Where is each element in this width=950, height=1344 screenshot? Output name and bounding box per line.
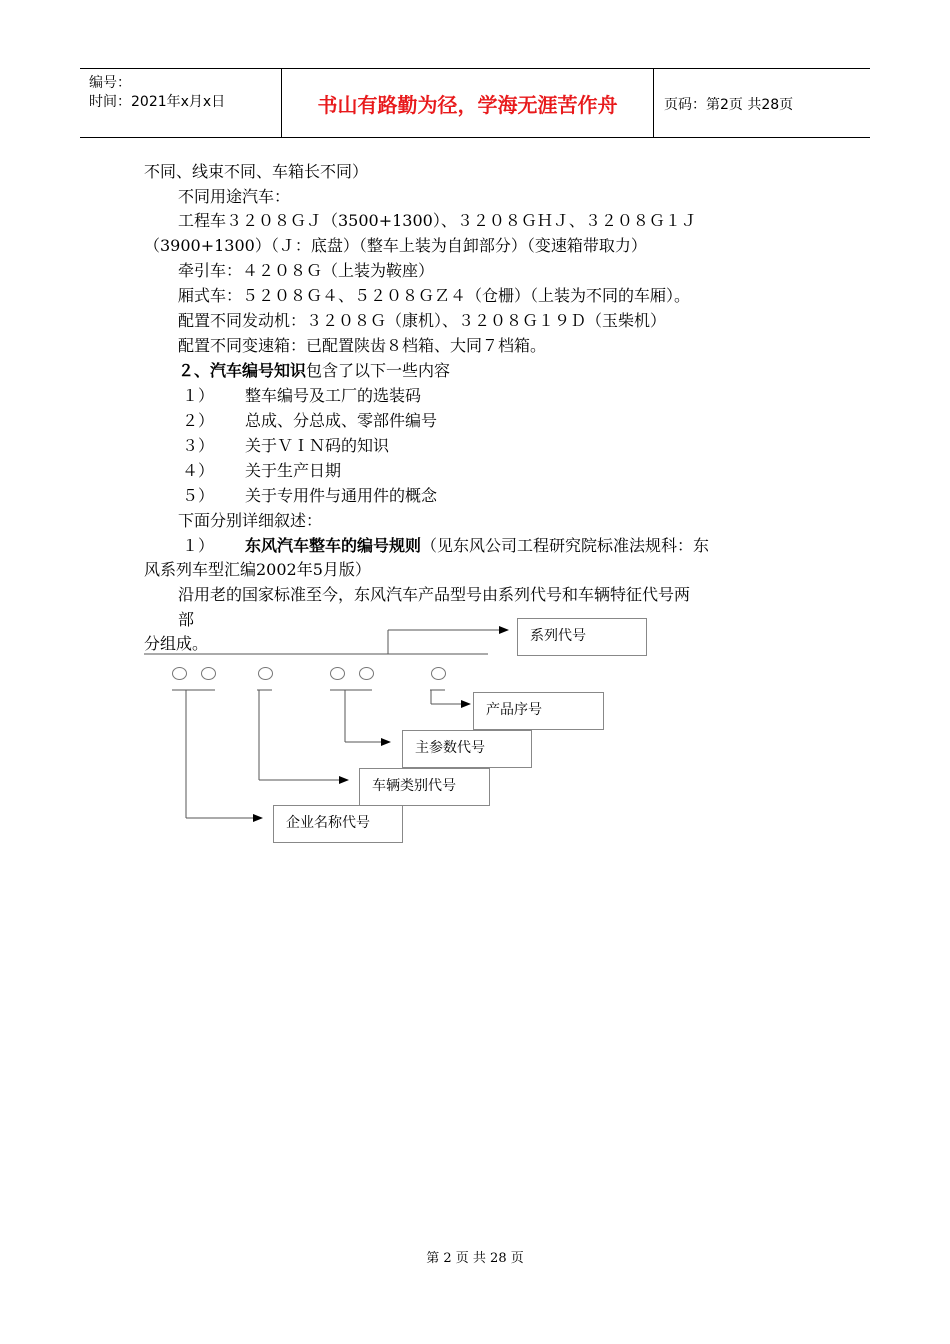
list-item-2-text: 总成、分总成、零部件编号 [245, 411, 438, 430]
subsection-num: １） [182, 536, 215, 555]
body-line-1: 不同、线束不同、车箱长不同） [144, 162, 369, 181]
body-line-15: 下面分别详细叙述： [178, 511, 323, 530]
vehicle-class-box: 车辆类别代号 [359, 768, 490, 806]
main-param-box: 主参数代号 [402, 730, 532, 768]
body-line-2: 不同用途汽车： [178, 187, 291, 206]
body-line-6: 厢式车：５２０８Ｇ４、５２０８ＧＺ４（仓栅）（上装为不同的车厢）。 [178, 286, 691, 305]
list-item-1-text: 整车编号及工厂的选装码 [245, 386, 422, 405]
header-page-info: 页码：第2页 共28页 [664, 97, 794, 113]
code-digit-circle [258, 667, 273, 680]
company-code-box: 企业名称代号 [273, 805, 403, 843]
code-digit-circle [359, 667, 374, 680]
section-heading-bold: ２、汽车编号知识 [178, 361, 307, 380]
body-line-19: 部 [178, 610, 195, 629]
series-code-box: 系列代号 [517, 618, 647, 656]
header-motto: 书山有路勤为径，学海无涯苦作舟 [317, 92, 618, 117]
document-date: 时间：2021年x月x日 [89, 94, 226, 110]
code-digit-circle [431, 667, 446, 680]
body-line-8: 配置不同变速箱：已配置陕齿８档箱、大同７档箱。 [178, 336, 547, 355]
list-item-5-num: ５） [182, 486, 215, 505]
body-line-20: 分组成。 [144, 634, 209, 653]
list-item-4-num: ４） [182, 461, 215, 480]
list-item-3-text: 关于ＶＩＮ码的知识 [245, 436, 390, 455]
document-number-label: 编号： [89, 75, 131, 91]
body-line-7: 配置不同发动机：３２０８Ｇ（康机）、３２０８Ｇ１９Ｄ（玉柴机） [178, 311, 667, 330]
page-footer: 第 2 页 共 28 页 [426, 1251, 524, 1266]
list-item-1-num: １） [182, 386, 215, 405]
list-item-4-text: 关于生产日期 [245, 461, 342, 480]
body-line-18: 沿用老的国家标准至今，东风汽车产品型号由系列代号和车辆特征代号两 [178, 585, 691, 604]
body-line-5: 牵引车：４２０８Ｇ（上装为鞍座） [178, 261, 435, 280]
body-line-17: 风系列车型汇编2002年5月版） [144, 560, 371, 579]
product-seq-box: 产品序号 [473, 692, 604, 730]
body-line-3: 工程车３２０８ＧＪ（3500+1300）、３２０８ＧＨＪ、３２０８Ｇ１Ｊ [178, 211, 697, 230]
subsection-heading-bold: 东风汽车整车的编号规则 [245, 536, 422, 555]
subsection-heading-rest: （见东风公司工程研究院标准法规科：东 [421, 536, 710, 555]
section-heading-rest: 包含了以下一些内容 [306, 361, 451, 380]
code-digit-circle [201, 667, 216, 680]
code-digit-circle [330, 667, 345, 680]
list-item-3-num: ３） [182, 436, 215, 455]
body-line-4: （3900+1300）（Ｊ：底盘）（整车上装为自卸部分）（变速箱带取力） [144, 236, 647, 255]
code-digit-circle [172, 667, 187, 680]
list-item-5-text: 关于专用件与通用件的概念 [245, 486, 438, 505]
list-item-2-num: ２） [182, 411, 215, 430]
